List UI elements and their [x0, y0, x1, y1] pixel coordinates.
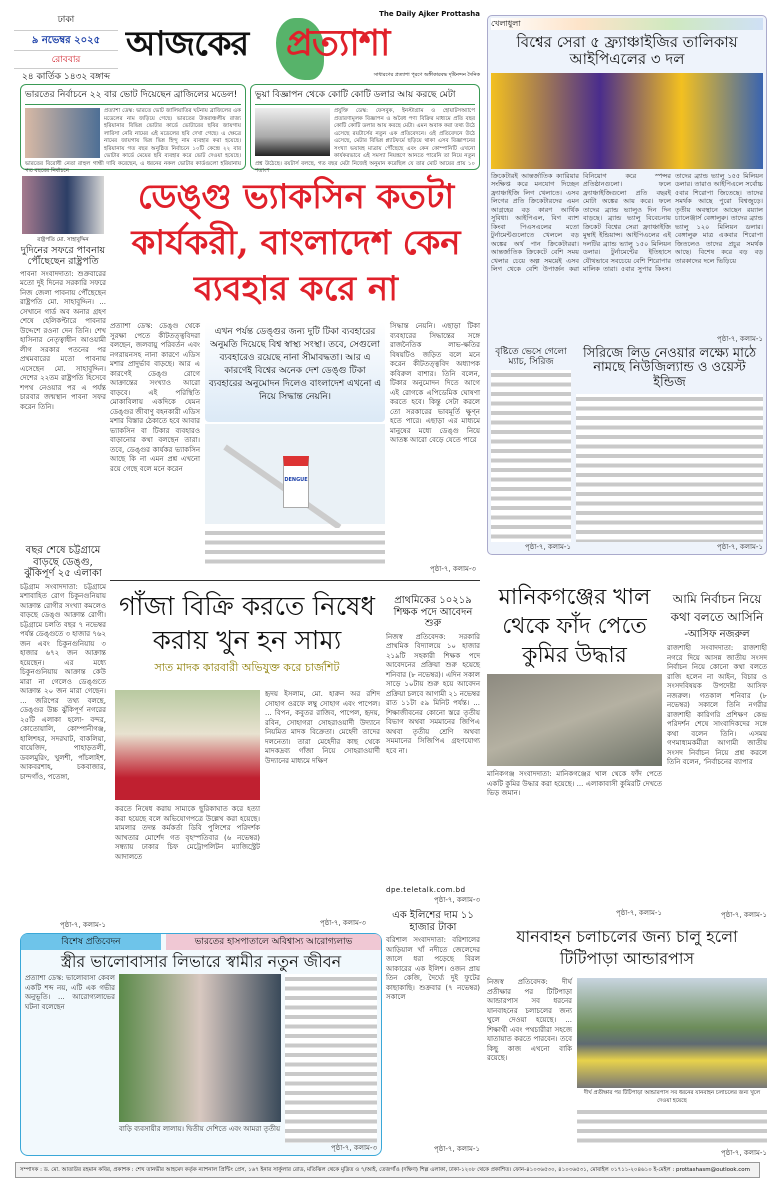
president-photo	[22, 176, 104, 234]
vial-label: DENGUE	[284, 477, 308, 483]
syringe-vial-image	[205, 424, 385, 524]
special-report	[20, 933, 382, 1156]
lead-quote-box	[205, 322, 385, 422]
underpass-media	[577, 978, 767, 1158]
model-photo	[25, 108, 100, 158]
lead-body-left: প্রত্যাশা ডেস্ক: ডেঙ্গু থেকে সুরক্ষা পেতে কীটতত্ত্ববিদরা বলছেন, জলবায়ু পরিবর্তন এবং নগরায়নসহ নানা কারণে এডিস মশার প্রাদুর্ভাব বাড়ছে। আর এ কারণেই ডেঙ্গু রোগে আক্রান্তের সংখ্যাও আরো বাড়বে। এই পরিস্থিতি মোকাবিলায় একদিকে যেমন ডেঙ্গুর জীবাণু বহনকারী এডিস মশার বিস্তার ঠেকাতে হবে আবার ভ্যাকসিন বা টিকার ব্যবহারও বাড়ানোর কথা বলছেন তারা। তবে, ডেঙ্গুর কার্যকর ভ্যাকসিন আছে কি না এমন প্রশ্ন এখনো রয়ে গেছে বলে মনে করেন	[110, 322, 200, 473]
croc-body: মানিকগঞ্জ সংবাদদাতা: মানিকগঞ্জের খাল থেকে ফাঁদ পেতে একটি কুমির উদ্ধার করা হয়েছে। ... এলাকাবাসী কুমিরটি দেখতে ভিড় জমান।	[487, 770, 662, 797]
sports-section-label: খেলাধুলা	[491, 19, 521, 28]
president-story	[20, 176, 106, 540]
lead-quote: এখন পর্যন্ত ডেঙ্গুর জন্য দুটি টিকা ব্যবহারের অনুমতি দিয়েছে বিশ্ব স্বাস্থ্য সংস্থা। তবে, সেগুলো ব্যবহারেও রয়েছে নানা সীমাবদ্ধতা। আর এ কারণেই বিশ্বের অনেক দেশ ডেঙ্গু টিকা ব্যবহারের অনুমোদন দিলেও বাংলাদেশ এখনো এ নিয়ে সিদ্ধান্ত নেয়নি।	[208, 327, 382, 402]
lead-body-right: সিদ্ধান্ত নেয়নি। এছাড়া টিকা ব্যবহারের সিদ্ধান্তের সঙ্গে রাজনৈতিক লাভ-ক্ষতির বিষয়টিও জড়িত বলে মনে করেন কীটতত্ত্ববিদ অধ্যাপক কবিরুল বাশার। তিনি বলেন, টিকার অনুমোদন দিতে আগে এই রোগকে এপিডেমিক ঘোষণা করতে হবে। কিন্তু সেটা করলে তো সরকারের ভাবমূর্তি ক্ষুণ্ন হতে পারে। এছাড়া এর মাধ্যমে মানুষের মধ্যে ডেঙ্গু নিয়ে আতঙ্ক আরো বেড়ে যেতে পারে	[390, 322, 480, 444]
asif-byline: -আসিফ নজরুল	[684, 629, 750, 640]
ganja-headline[interactable]: গাঁজা বিক্রি করতে নিষেধ করায় খুন হন সাম্য	[118, 592, 376, 656]
president-headline[interactable]: দুদিনের সফরে পাবনায় পৌঁছেছেন রাষ্ট্রপতি	[20, 245, 106, 267]
nz-headline[interactable]: সিরিজে লিড নেওয়ার লক্ষ্যে মাঠে নামছে নিউজিল্যান্ড ও ওয়েস্ট ইন্ডিজ	[582, 345, 757, 391]
rain-body	[491, 370, 571, 542]
ganja-continued[interactable]: পৃষ্ঠা-৭, কলাম-৩	[320, 919, 366, 927]
teaser-body: প্রযুক্তি ডেস্ক: ফেসবুক, ইনস্টাগ্রাম ও হোয়াটসঅ্যাপে প্রতারণামূলক বিজ্ঞাপন ও অবৈধ পণ্য বিক্রির মাধ্যমে প্রতি বছর কোটি কোটি ডলার আয় করছে মেটা। এমন অবাক করা তথ্য উঠে এসেছে রয়টার্সের নতুন এক প্রতিবেদনে। ওই প্রতিবেদনে উঠে এসেছে, মেটার বিভিন্ন প্ল্যাটফর্মে ছড়িয়ে থাকা এসব বিজ্ঞাপনের সংখ্যা ভয়াবহ মাত্রায় পৌঁছেছে এবং কেন কোম্পানিটি এখনো কার্যকরভাবে এই সমস্যা নিয়ন্ত্রণে আনতে পারেনি তা নিয়ে নতুন প্রশ্ন উঠেছে। রয়টার্স বলছে, গত বছর মেটা নিজেই অনুমান করেছিল যে তার মোট আয়ের প্রায় ১০ শতাংশ	[255, 108, 475, 174]
president-body: পাবনা সংবাদদাতা: শুক্রবারের মতো দুই দিনের সরকারি সফরে নিজ জেলা পাবনায় পৌঁছেছেন রাষ্ট্রপতি মো. সাহাবুদ্দিন। ... সেখানে গার্ড অব অনার গ্রহণ শেষে হেলিকপ্টারে পাবনার উদ্দেশে রওনা দেন তিনি। শেখ হাসিনার নেতৃত্বাধীন আওয়ামী লীগ সরকার পতনের পর প্রথমবারের মতো পাবনায় এসেছেন মো. সাহাবুদ্দিন। দেশের ২২তম রাষ্ট্রপতি হিসেবে শপথ নেওয়ার পর এ পর্যন্ত চারবার জন্মস্থান পাবনা সফর করেন তিনি।	[20, 269, 106, 411]
teaser-title: ভারতের নির্বাচনে ২২ বার ভোট দিয়েছেন ব্রাজিলের মডেল!	[25, 87, 241, 105]
date-english: ৯ নভেম্বর ২০২৫	[14, 30, 118, 50]
hilsa-headline[interactable]: এক ইলিশের দাম ১১ হাজার টাকা	[392, 910, 474, 933]
teacher-continued[interactable]: পৃষ্ঠা-৭, কলাম-৩	[434, 896, 480, 904]
lead-continued[interactable]: পৃষ্ঠা-৭, কলাম-৩	[430, 565, 476, 573]
teaser-modelvote[interactable]	[20, 84, 246, 174]
special-body-3	[285, 974, 377, 1143]
ganja-body-2: করতে নিষেধ করায় সাম্যকে ছুরিকাঘাত করে হত্যা করা হয়েছে বলে অভিযোগপত্রে উল্লেখ করা হয়েছে। মামলার তদন্ত কর্মকর্তা ডিবি পুলিশের পরিদর্শক আখতার মোর্শেদ গত বৃহস্পতিবার (৬ নভেম্বর) সন্ধ্যায় ঢাকার চিফ মেট্রোপলিটন ম্যাজিস্ট্রেট আদালতে	[115, 805, 260, 861]
asif-body: রাজশাহী সংবাদদাতা: রাজশাহী নগরে দিয়ে আসন্ন জাতীয় সংসদ নির্বাচন নিয়ে কোনো কথা বলতে রাজি হলেন না আইন, বিচার ও সংসদবিষয়ক উপদেষ্টা আসিফ নজরুল। গতকাল শনিবার (৮ নভেম্বর) সকালে তিনি নগরীর রাজশাহী কারিগরি প্রশিক্ষণ কেন্দ্র পরিদর্শন শেষে সাংবাদিকদের সঙ্গে কথা বলেন তিনি। এসময় গণমাধ্যমকর্মীরা আগামী জাতীয় সংসদ নির্বাচন নিয়ে প্রশ্ন করলে তিনি বলেন, 'নির্বাচনের ব্যাপার	[667, 644, 767, 766]
sports-header	[491, 18, 763, 30]
logo-black: আজকের	[126, 24, 249, 64]
sports-continued[interactable]: পৃষ্ঠা-৭, কলাম-১	[717, 334, 763, 343]
rain-headline[interactable]: বৃষ্টিতে ভেসে গেলো ম্যাচ, সিরিজ	[495, 346, 567, 367]
special-tab: বিশেষ প্রতিবেদন	[21, 934, 161, 950]
asif-continued[interactable]: পৃষ্ঠা-৭, কলাম-১	[721, 911, 767, 919]
english-name: The Daily Ajker Prottasha	[379, 10, 480, 18]
sports-section	[487, 15, 767, 555]
weekday: রোববার	[14, 50, 118, 69]
date-bangla: ২৪ কার্তিক ১৪৩২ বঙ্গাব্দ	[21, 72, 111, 82]
teacher-headline[interactable]: প্রাথমিকের ১০২১৯ শিক্ষক পদে আবেদন শুরু	[393, 595, 473, 629]
rain-continued[interactable]: পৃষ্ঠা-৭, কলাম-১	[525, 543, 571, 551]
special-continued[interactable]: পৃষ্ঠা-৭, কলাম-৩	[331, 1144, 377, 1152]
teacher-body: নিজস্ব প্রতিবেদক: সরকারি প্রাথমিক বিদ্যালয়ে ১০ হাজার ২১৯টি সহকারী শিক্ষক পদে আবেদনের প্রক্রিয়া শুরু হয়েছে শনিবার (৮ নভেম্বর)। এদিন সকাল সাড়ে ১০টায় শুরু হয়ে আবেদন প্রক্রিয়া চলবে আগামী ২১ নভেম্বর রাত ১১টা ৫৯ মিনিট পর্যন্ত। ... শিক্ষাজীবনের কোনো স্তরে তৃতীয় বিভাগ অথবা সমমানের জিপিএ অথবা তৃতীয় শ্রেণি অথবা সমমানের সিজিপিএ গ্রহণযোগ্য হবে না।	[386, 632, 480, 755]
special-body-2: বাড়ি ব্যবসায়ীর লালায়। দ্বিতীয় দেশিতে এবং আমরা তৃতীয়	[119, 1125, 281, 1133]
crocodile-photo	[487, 674, 662, 766]
ctg-body: চট্টগ্রাম সংবাদদাতা: চট্টগ্রামে মশাবাহিত রোগ চিকুনগুনিয়ায় আক্রান্ত রোগীর সংখ্যা কমলেও বাড়ছে ডেঙ্গু আক্রান্ত রোগী। চট্টগ্রামে চলতি বছর ৭ নভেম্বর পর্যন্ত ডেঙ্গুতে ৩ হাজার ৭৬২ জন এবং চিকুনগুনিয়ায় ৩ হাজার ৬৭২ জন আক্রান্ত হয়েছেন। এর মধ্যে চিকুনগুনিয়ায় আক্রান্ত কেউ মারা না গেলেও ডেঙ্গুতে আক্রান্ত ২০ জন মারা গেছেন। ... জরিপের তথ্য বলছে, ডেঙ্গুর উচ্চ ঝুঁকিপূর্ণ নগরের ২৫টি এলাকা হলো- বন্দর, কোতোয়ালি, কোম্পানীগঞ্জ, হালিশহর, সদরঘাট, বাকলিয়া, বায়েজিদ, পাহাড়তলী, ডবলমুরিং, খুলশী, পাঁচলাইশ, আকবরশাহ, চকবাজার, চান্দগাঁও, পতেঙ্গা,	[20, 582, 106, 781]
special-headline[interactable]: স্ত্রীর ভালোবাসার লিভারে স্বামীর নতুন জীবন	[60, 952, 342, 971]
imprint-footer: সম্পাদক : ড. মো. আতাউর রহমান কবির, প্রকাশক : শেখ তানভীর আহমেদ কর্তৃক ন্যাশনাল প্রিন্টিং প্রেস, ১৬৭ ইনার সার্কুলার রোড, মতিঝিল থেকে মুদ্রিত ও ৭/আই, তেজগাঁও (দক্ষিণ) শিল্প এলাকা, ঢাকা-১২০৮ থেকে প্রকাশিত। ফোন-৪১০৩৬৫৩০, ৪১০৩৬৫৩১, মোবাইল ০১৭১১-২০৪৬১০ ই-মেইল : prottashasm@outlook.com	[15, 1162, 760, 1178]
ganja-body: হৃদয় ইসলাম, মো. হারুন অর রশিদ সোহাগ ওরফে লম্বু সোহাগ এবং পাপেল। ... বিপন, কবুতর রাজিব, পাপেল, হৃদয়, রবিন, সোহাগরা সোহরাওয়ার্দী উদ্যানে নিয়মিত মাদক বিক্রেতা। মেহেদী তাদের দলনেতা। তারা মেহেদীর কাছ থেকে মাদকদ্রব্য গাঁজা নিয়ে সোহরাওয়ার্দী উদ্যানের মাধ্যমে দক্ষিণ	[265, 690, 380, 765]
hilsa-body: বরিশাল সংবাদদাতা: বরিশালের আড়িয়াল খাঁ নদীতে জেলেদের জালে ধরা পড়েছে বিরল আকারের এক ইলিশ। ওজন প্রায় তিন কেজি, দৈর্ঘ্যে দুই ফুটের কাছাকাছি। শুক্রবার (৭ নভেম্বর) সকালে	[386, 936, 480, 1001]
teacher-story	[386, 595, 480, 905]
logo	[126, 10, 480, 82]
underpass-body: নিজস্ব প্রতিবেদক: দীর্ঘ প্রতীক্ষার পর টিটিপাড়া আন্ডারপাস সব ধরনের যানবাহনের চলাচলের জন্য খুলে দেওয়া হয়েছে। ... শিক্ষার্থী এবং পথচারীরা সহজে যাতায়াত করতে পারবেন। তবে কিছু কাজ এখনো বাকি রয়েছে।	[487, 978, 572, 1062]
ctg-continued[interactable]: পৃষ্ঠা-৭, কলাম-১	[60, 921, 106, 929]
hilsa-story	[386, 910, 480, 1154]
special-kicker: ভারতের হাসপাতালে অবিশ্বাস্য আরোগ্যলাভ	[166, 934, 381, 950]
lead-headline[interactable]: ডেঙ্গু ভ্যাকসিন কতটা কার্যকরী, বাংলাদেশ কেন ব্যবহার করে না	[131, 177, 461, 309]
nz-body	[576, 394, 763, 542]
vial-icon	[283, 456, 309, 508]
asif-headline[interactable]: আমি নির্বাচন নিয়ে কথা বলতে আসিনি	[670, 592, 764, 624]
teaser-meta[interactable]	[250, 84, 480, 174]
underpass-headline[interactable]: যানবাহন চলাচলের জন্য চালু হলো টিটিপাড়া আন্ডারপাস	[516, 927, 738, 968]
divider	[110, 580, 480, 581]
couple-photo	[119, 974, 281, 1122]
teacher-link[interactable]: dpe.teletalk.com.bd	[386, 886, 466, 894]
meta-photo	[255, 108, 330, 156]
special-body: প্রত্যাশা ডেস্ক: ভালোবাসা কেবল একটি শব্দ নয়, এটি এক গভীর অনুভূতি। ... আরোগ্যলাভের ঘটনা বলেছেন	[25, 974, 115, 1011]
hilsa-continued[interactable]: পৃষ্ঠা-৭, কলাম-১	[434, 1145, 480, 1153]
croc-continued[interactable]: পৃষ্ঠা-৭, কলাম-১	[616, 909, 662, 917]
sports-body: ক্রিকেটারই আন্তর্জাতিক ক্যারিয়ার সংক্ষিপ্ত করে মনযোগ দিচ্ছেন ফ্র্যাঞ্চাইজি লিগ খেলাতে। এসব লিগের প্রতি ক্রিকেটারদের এমন আগ্রহের বড় কারণ আর্থিক সুবিধা। আইপিএল, বিগ ব্যাশ কিংবা পিএসএলের মতো টুর্নামেন্টগুলোতে খেললে বড় অঙ্কের অর্থ পান ক্রিকেটাররা। আন্তর্জাতিক ক্রিকেটে বেশি সময় খেলার চেয়ে অল্প সময়েই এসব লিগ থেকে বেশি উপার্জন করা বিনিয়োগ করে স্পন্সর প্রতিষ্ঠানগুলো। ফলে ফ্র্যাঞ্চাইজিগুলো প্রতি বছরই মোটা অঙ্কের আয় করে। ফলে তাদের ব্র্যান্ড ভ্যালুও দিন দিন বাড়ছে। ব্র্যান্ড ভ্যালু বিবেচনায় ক্রিকেট বিশ্বের সেরা ফ্র্যাঞ্চাইজি মুম্বাই ইন্ডিয়ান্স। আইপিএলের এই দলটির ব্র্যান্ড ভ্যালু ১৫০ মিলিয়ন ডলার। টুর্নামেন্টের ইতিহাসে যৌথভাবে সবচেয়ে বেশি শিরোপার মালিক তারা। ৫বার সুপার কিংস। তাদের ব্র্যান্ড ভ্যালু ১৫৫ মিলিয়ন ডলার। তারাও আইপিএলে সর্বোচ্চ ৫বার শিরোপা জিতেছে। তাদের সমর্থক আছে পুরো বিশ্বজুড়ে। তৃতীয় অবস্থানে আছেন রয়্যাল চ্যালেঞ্জার্স বেঙ্গালুরু। তাদের ব্র্যান্ড ভ্যালু ১২০ মিলিয়ন ডলার। বেঙ্গালুরু মাত্র একবার শিরোপা জিতলেও তাদের প্রচুর সমর্থক আছে। বিশেষ করে বড় বড় তারকাদের দলে ভিড়িয়ে	[491, 171, 763, 273]
teaser-body: প্রত্যাশা ডেস্ক: ভারতে ভোট জালিয়াতির ঘটনায় ব্রাজিলের এক মডেলের নাম জড়িয়ে গেছে। ভারতের উত্তরাঞ্চলীয় রাজ্য হরিয়ানার বিভিন্ন ভোটার কার্ডে ভোটারের ছবির জায়গায় লারিসা নেরি নামের এই মডেলের ছবি দেখা গেছে। এ ক্ষেত্রে নামের জায়গায় ভিন্ন ভিন্ন হিন্দু নাম ব্যবহার করা হয়েছে। হরিয়ানায় গত বছর অনুষ্ঠিত নির্বাচনে ১০টি কেন্দ্রে ২২ বার ভোটার কার্ডে মেয়ের ছবি ব্যবহার করে ভোট দেওয়া হয়েছে। ভারতের বিরোধী নেতা রাহুল গান্ধী দাবি করেছেন, এ ধরনের নকল ভোটার কার্ডগুলো হরিয়ানায় গত বছরের নির্বাচনে	[25, 108, 241, 174]
ctg-story	[20, 545, 106, 930]
president-caption: রাষ্ট্রপতি মো. সাহাবুদ্দিন	[37, 237, 89, 243]
sports-headline[interactable]: বিশ্বের সেরা ৫ ফ্র্যাঞ্চাইজির তালিকায় আইপিএলের ৩ দল	[516, 33, 738, 69]
underpass-body-2	[577, 1107, 767, 1148]
underpass-caption: দীর্ঘ প্রতীক্ষার পর টিটিপাড়া আন্ডারপাস সব ধরনের যানবাহন চলাচলের জন্য খুলে দেওয়া হয়েছে	[583, 1090, 761, 1104]
underpass-continued[interactable]: পৃষ্ঠা-৭, কলাম-১	[721, 1149, 767, 1157]
logo-red: প্রত্যাশা	[286, 22, 390, 64]
date-block	[14, 12, 118, 83]
teaser-title: ভুয়া বিজ্ঞাপন থেকে কোটি কোটি ডলার আয় করছে মেটা	[255, 87, 475, 105]
city: ঢাকা	[57, 15, 75, 25]
lead-body-mid	[205, 528, 385, 568]
ganja-subheadline: সাত মাদক কারবারী অভিযুক্ত করে চার্জশিট	[154, 661, 340, 674]
samya-photo	[115, 690, 260, 800]
croc-headline[interactable]: মানিকগঞ্জের খাল থেকে ফাঁদ পেতে কুমির উদ্ধার	[498, 585, 651, 668]
rain-story	[491, 347, 571, 553]
underpass-photo	[577, 978, 767, 1088]
ctg-headline[interactable]: বছর শেষে চট্টগ্রামে বাড়ছে ডেঙ্গু, ঝুঁকিপূর্ণ ২৫ এলাকা	[24, 545, 102, 579]
croc-story	[487, 583, 662, 918]
nz-continued[interactable]: পৃষ্ঠা-৭, কলাম-১	[717, 543, 763, 551]
tagline: সাধারণের প্রত্যাশা পূরণে অঙ্গীকারবদ্ধ দৃষ্টিনন্দন দৈনিক	[373, 72, 480, 78]
ganja-heading	[112, 590, 382, 686]
ipl-photo	[491, 73, 763, 169]
nz-story	[576, 347, 763, 553]
asif-story	[667, 590, 767, 920]
